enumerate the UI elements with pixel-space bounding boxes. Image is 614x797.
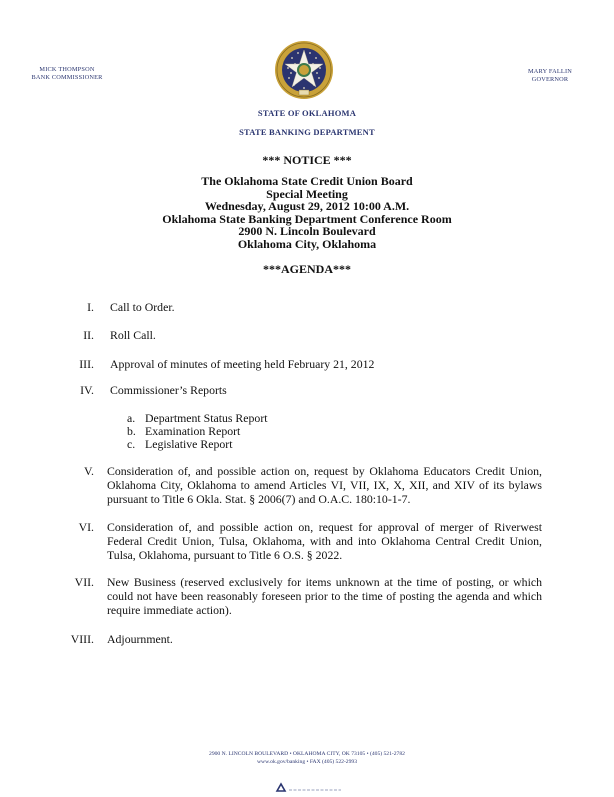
- agenda-item-number: III.: [79, 357, 94, 371]
- sub-item-letter: b.: [127, 424, 136, 438]
- agenda-item-number: VI.: [78, 520, 94, 534]
- agenda-item-text: Call to Order.: [110, 300, 175, 314]
- meeting-datetime: Wednesday, August 29, 2012 10:00 A.M.: [204, 199, 410, 214]
- commissioner-block: [22, 66, 112, 82]
- agenda-item-text: Consideration of, and possible action on, request by Oklahoma Educators Credit Union, Oklahoma City, Oklahoma to amend Articles VI, VII, IX, X, XII, and XIV of its bylaws pursuant to Title 6 Okla. Stat. § 2006(7) and O.A.C. 180:10-1-7.: [107, 464, 542, 506]
- meeting-location: Oklahoma State Banking Department Conference Room: [162, 211, 452, 226]
- sub-item-letter: c.: [127, 437, 136, 451]
- commissioner-name: MICK THOMPSON: [39, 66, 95, 73]
- board-name: The Oklahoma State Credit Union Board: [201, 174, 413, 188]
- notice-heading: *** NOTICE ***: [262, 153, 352, 167]
- agenda-item-text: Commissioner’s Reports: [110, 383, 227, 397]
- agenda-item-text: Approval of minutes of meeting held February 21, 2012: [110, 357, 375, 371]
- sub-item-text: Department Status Report: [145, 411, 268, 425]
- agenda-item-number: IV.: [80, 383, 94, 397]
- footer-web-fax: www.ok.gov/banking • FAX (405) 522-2993: [257, 759, 357, 765]
- governor-block: [510, 68, 590, 84]
- sub-item-text: Examination Report: [145, 424, 241, 438]
- meeting-details: [0, 175, 614, 251]
- meeting-type: Special Meeting: [266, 186, 348, 201]
- agenda-item-number: VII.: [74, 575, 94, 589]
- state-seal-icon: [274, 40, 334, 100]
- agenda-item-text: New Business (reserved exclusively for items unknown at the time of posting, or which could not have been reasonably foreseen prior to the time of posting the agenda and which require immediate action).: [107, 575, 542, 617]
- recycled-paper-logo-icon: [275, 779, 345, 789]
- state-name: STATE OF OKLAHOMA: [257, 108, 357, 118]
- agenda-item-number: VIII.: [70, 632, 94, 646]
- governor-name: MARY FALLIN: [527, 68, 572, 75]
- meeting-city: Oklahoma City, Oklahoma: [237, 236, 377, 251]
- agenda-item-number: II.: [83, 328, 94, 342]
- department-name: STATE BANKING DEPARTMENT: [239, 127, 375, 137]
- governor-title: GOVERNOR: [531, 76, 569, 83]
- agenda-item-number: I.: [87, 300, 94, 314]
- footer-address: 2900 N. LINCOLN BOULEVARD • OKLAHOMA CITY, OK 73105 • (405) 521-2782: [209, 751, 405, 757]
- agenda-item-text: Adjournment.: [107, 632, 173, 646]
- commissioner-title: BANK COMMISSIONER: [31, 74, 103, 81]
- agenda-heading: ***AGENDA***: [262, 262, 351, 276]
- meeting-address: 2900 N. Lincoln Boulevard: [238, 224, 376, 239]
- sub-item-text: Legislative Report: [145, 437, 233, 451]
- sub-item-letter: a.: [127, 411, 136, 425]
- agenda-item-text: Consideration of, and possible action on, request for approval of merger of Riverwest Federal Credit Union, Tulsa, Oklahoma, with and into Oklahoma Central Credit Union, Tulsa, Oklahoma, pursuant to Title 6 O.S. § 2022.: [107, 520, 542, 562]
- agenda-item-text: Roll Call.: [110, 328, 156, 342]
- agenda-item-number: V.: [84, 464, 94, 478]
